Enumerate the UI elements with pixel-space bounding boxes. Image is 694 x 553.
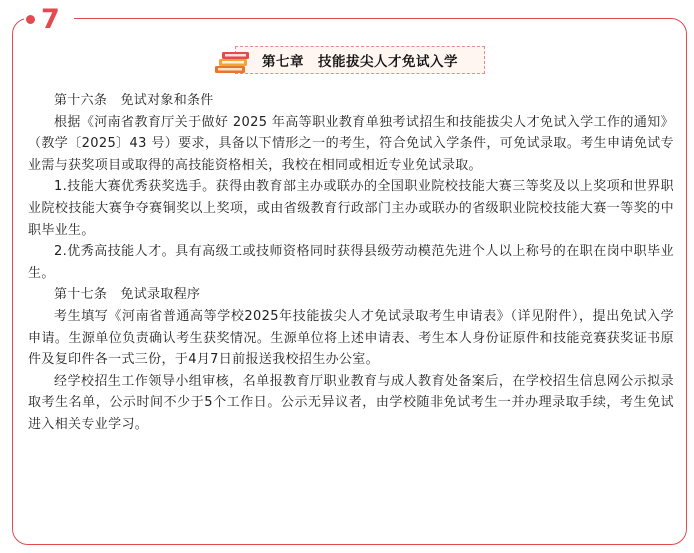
article-16-item-2: 2.优秀高技能人才。具有高级工或技师资格同时获得县级劳动模范先进个人以上称号的在职在岗中职毕业生。 xyxy=(28,244,674,281)
chapter-title-box xyxy=(235,46,485,74)
article-content xyxy=(28,90,674,436)
section-number-badge xyxy=(24,2,74,36)
article-16-item-1: 1.技能大赛优秀获奖选手。获得由教育部主办或联办的全国职业院校技能大赛三等奖及以上奖项和世界职业院校技能大赛争夺赛铜奖以上奖项，或由省级教育行政部门主办或联办的省级职业院校技能大赛一等奖的中职毕业生。 xyxy=(28,179,674,238)
article-17-heading: 第十七条 免试录取程序 xyxy=(54,287,201,303)
chapter-header xyxy=(213,46,487,76)
section-number: 7 xyxy=(41,3,60,35)
article-17-para-2: 经学校招生工作领导小组审核，名单报教育厅职业教育与成人教育处备案后，在学校招生信息网公示拟录取考生名单，公示时间不少于5个工作日。公示无异议者，由学校随非免试考生一并办理录取手续，考生免试进入相关专业学习。 xyxy=(28,373,674,432)
article-16-heading: 第十六条 免试对象和条件 xyxy=(54,93,214,108)
article-17-para-1: 考生填写《河南省普通高等学校2025年技能拔尖人才免试录取考生申请表》（详见附件），提出免试入学申请。生源单位负责确认考生获奖情况。生源单位将上述申请表、考生本人身份证原件和技能竞赛获奖证书原件及复印件各一式三份，于4月7日前报送我校招生办公室。 xyxy=(28,308,674,368)
chapter-title: 第七章 技能拔尖人才免试入学 xyxy=(262,54,458,70)
book-stack-icon xyxy=(213,49,253,75)
accent-dot xyxy=(26,15,35,24)
article-16-intro: 根据《河南省教育厅关于做好 2025 年高等职业教育单独考试招生和技能拔尖人才免试入学工作的通知》（教学〔2025〕43 号）要求，具备以下情形之一的考生，符合免试入学条件，可免试录取。考生申请免试专业需与获奖项目或取得的高技能资格相关，我校在相同或相近专业免试录取。 xyxy=(28,114,674,173)
